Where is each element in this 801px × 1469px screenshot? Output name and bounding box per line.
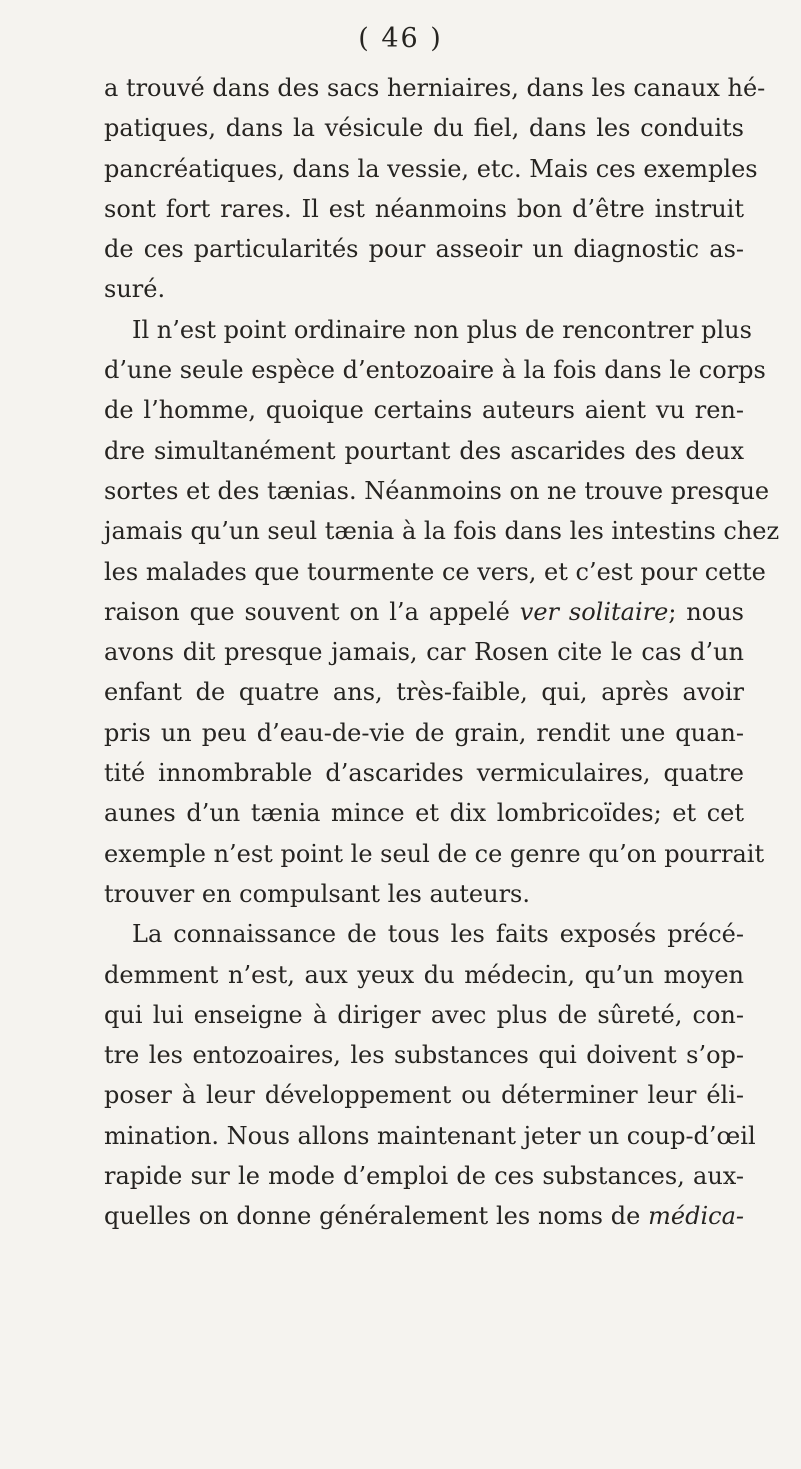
page-number: ( 46 ) bbox=[358, 23, 443, 54]
text-line-14-end: ; nous bbox=[668, 597, 744, 626]
text-line-9: de l’homme, quoique certains auteurs aient vu ren- bbox=[104, 396, 744, 425]
text-line-24: qui lui enseigne à diriger avec plus de sûreté, con- bbox=[104, 1000, 744, 1029]
text-line-1: a trouvé dans des sacs herniaires, dans les canaux hé- bbox=[104, 74, 766, 102]
text-line-14-italic: ver solitaire bbox=[519, 597, 669, 626]
text-line-22: La connaissance de tous les faits exposés précé- bbox=[132, 920, 744, 949]
text-line-14-roman: raison que souvent on l’a appelé bbox=[104, 597, 520, 626]
text-line-8: d’une seule espèce d’entozoaire à la fois dans le corps bbox=[104, 356, 766, 385]
text-line-5: de ces particularités pour asseoir un diagnostic as- bbox=[104, 235, 744, 264]
text-line-17: pris un peu d’eau-de-vie de grain, rendit une quan- bbox=[104, 718, 744, 747]
text-line-18: tité innombrable d’ascarides vermiculaires, quatre bbox=[104, 759, 744, 788]
text-line-28: rapide sur le mode d’emploi de ces substances, aux- bbox=[104, 1162, 744, 1191]
text-line-29 bbox=[104, 1196, 744, 1236]
text-line-3: pancréatiques, dans la vessie, etc. Mais ces exemples bbox=[104, 154, 758, 183]
text-line-10: dre simultanément pourtant des ascarides des deux bbox=[104, 436, 744, 465]
text-line-6: suré. bbox=[104, 275, 166, 304]
text-line-13: les malades que tourmente ce vers, et c’est pour cette bbox=[104, 557, 766, 586]
body-text bbox=[104, 68, 780, 1237]
text-line-23: demment n’est, aux yeux du médecin, qu’un moyen bbox=[104, 960, 744, 989]
text-line-21: trouver en compulsant les auteurs. bbox=[104, 879, 530, 908]
text-line-4: sont fort rares. Il est néanmoins bon d’être instruit bbox=[104, 194, 744, 223]
text-line-19: aunes d’un tænia mince et dix lombricoïdes; et cet bbox=[104, 799, 744, 828]
text-line-15: avons dit presque jamais, car Rosen cite le cas d’un bbox=[104, 638, 744, 667]
text-line-29-roman: quelles on donne généralement les noms de bbox=[104, 1202, 649, 1231]
text-line-16: enfant de quatre ans, très-faible, qui, après avoir bbox=[104, 678, 744, 707]
text-line-29-italic: médica- bbox=[648, 1202, 744, 1231]
text-line-14 bbox=[104, 592, 744, 632]
text-line-7: Il n’est point ordinaire non plus de rencontrer plus bbox=[132, 315, 752, 344]
text-line-27: mination. Nous allons maintenant jeter un coup-d’œil bbox=[104, 1121, 756, 1150]
text-line-20: exemple n’est point le seul de ce genre qu’on pourrait bbox=[104, 839, 765, 868]
text-line-2: patiques, dans la vésicule du fiel, dans les conduits bbox=[104, 114, 744, 143]
text-line-26: poser à leur développement ou déterminer leur éli- bbox=[104, 1081, 744, 1110]
text-line-25: tre les entozoaires, les substances qui doivent s’op- bbox=[104, 1041, 744, 1070]
text-line-12: jamais qu’un seul tænia à la fois dans les intestins chez bbox=[104, 517, 780, 546]
text-line-11: sortes et des tænias. Néanmoins on ne trouve presque bbox=[104, 476, 770, 505]
